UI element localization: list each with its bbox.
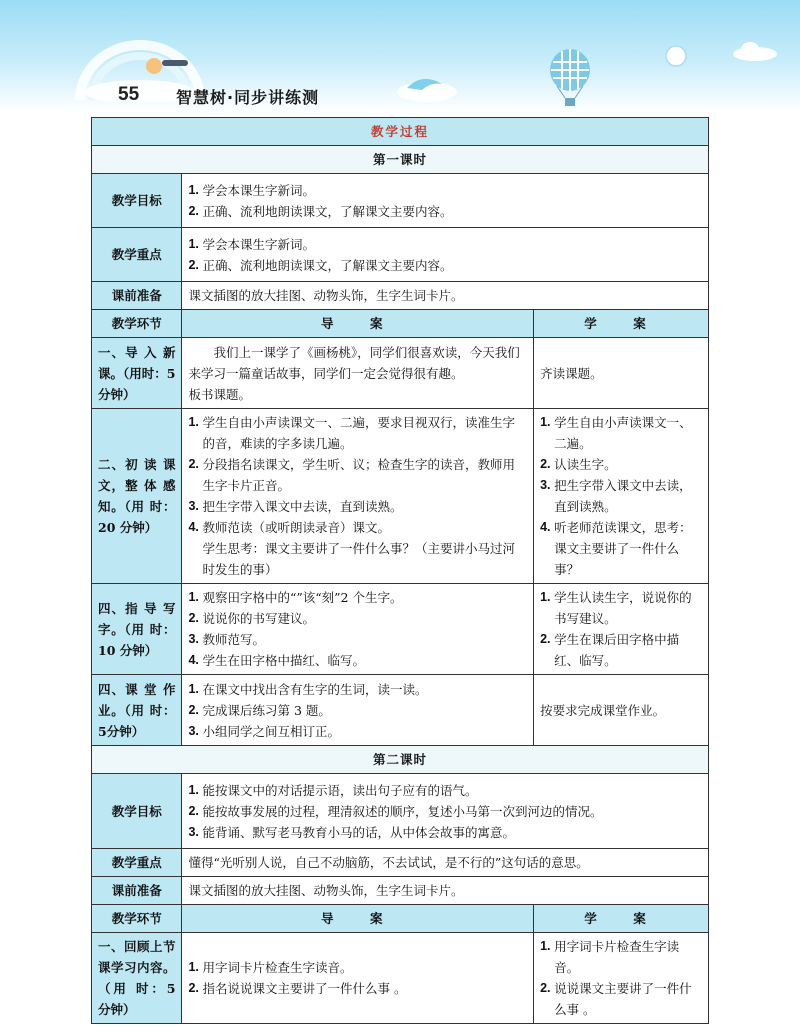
- lesson2-heading: 第二课时: [92, 746, 709, 774]
- list-item: 3. 把生字带入课文中去读，直到读熟。: [188, 499, 403, 514]
- list-item: 2. 说说你的书写建议。: [188, 611, 315, 626]
- study-cell: 按要求完成课堂作业。: [534, 675, 709, 746]
- stage-label: 一、导 入 新课。（用时：5分钟）: [92, 338, 182, 409]
- focus-label: 教学重点: [92, 228, 182, 282]
- focus-row: [92, 228, 709, 282]
- list-item: 2. 说说课文主要讲了一件什么事 。: [540, 981, 692, 1017]
- prep-row: [92, 282, 709, 310]
- list-item: 1. 用字词卡片检查生字读音。: [188, 960, 353, 975]
- goals-cell: [182, 774, 709, 849]
- list-item: 1. 能按课文中的对话提示语，读出句子应有的语气。: [188, 782, 478, 798]
- list-item: 1. 学生自由小声读课文一、二遍，要求目视双行，读准生字的音，难读的字多读几遍。: [188, 415, 515, 451]
- study-cell: 齐读课题。: [534, 338, 709, 409]
- lesson1-heading: 第一课时: [92, 146, 709, 174]
- table-title: 教学过程: [92, 118, 709, 146]
- sun-icon: [664, 44, 688, 68]
- prep-label: 课前准备: [92, 282, 182, 310]
- prep-text: 课文插图的放大挂图、动物头饰，生字生词卡片。: [182, 877, 709, 905]
- column-header-row: [92, 905, 709, 933]
- focus-row: [92, 849, 709, 877]
- goals-row: [92, 174, 709, 228]
- col-study-header: 学 案: [534, 905, 709, 933]
- list-item: 4. 教师范读（或听朗读录音）课文。: [188, 520, 390, 535]
- lesson-heading-row: [92, 146, 709, 174]
- list-item: 1. 用字词卡片检查生字读音。: [540, 939, 680, 975]
- stage-label: 四、课 堂 作业。（用 时：5分钟）: [92, 675, 182, 746]
- column-header-row: [92, 310, 709, 338]
- list-item: 2. 分段指名读课文，学生听、议；检查生字的读音，教师用生字卡片正音。: [188, 457, 515, 493]
- focus-text: 懂得“光听别人说，自己不动脑筋，不去试试，是不行的”这句话的意思。: [182, 849, 709, 877]
- focus-cell: [182, 228, 709, 282]
- prep-label: 课前准备: [92, 877, 182, 905]
- study-cell: [534, 584, 709, 675]
- hot-air-balloon-icon: [545, 48, 595, 110]
- list-item: 2. 完成课后练习第 3 题。: [188, 702, 331, 718]
- list-item: 1. 在课文中找出含有生字的生词，读一读。: [188, 681, 428, 697]
- study-cell: [534, 409, 709, 584]
- guide-cell: [182, 338, 534, 409]
- goals-label: 教学目标: [92, 174, 182, 228]
- list-item: 2. 正确、流利地朗读课文，了解课文主要内容。: [188, 203, 453, 219]
- guide-cell: [182, 584, 534, 675]
- stage-label: 二、初 读 课文，整 体 感知。（用 时：20 分钟）: [92, 409, 182, 584]
- table-row: [92, 338, 709, 409]
- study-cell: [534, 933, 709, 1024]
- list-item: 3. 把生字带入课文中去读，直到读熟。: [540, 478, 692, 514]
- list-item: 2. 能按故事发展的过程，理清叙述的顺序，复述小马第一次到河边的情况。: [188, 803, 603, 819]
- col-stage-header: 教学环节: [92, 310, 182, 338]
- lesson-heading-row: [92, 746, 709, 774]
- cloud-icon: [730, 40, 780, 62]
- table-row: [92, 409, 709, 584]
- list-item: 2. 认读生字。: [540, 457, 617, 472]
- list-item: 2. 指名说说课文主要讲了一件什么事 。: [188, 981, 407, 996]
- list-item: 1. 学生自由小声读课文一、二遍。: [540, 415, 692, 451]
- col-guide-header: 导 案: [182, 310, 534, 338]
- guide-cell: [182, 933, 534, 1024]
- stage-label: 四、指 导 写字。（用 时：10 分钟）: [92, 584, 182, 675]
- guide-extra: 学生思考：课文主要讲了一件什么事？（主要讲小马过河时发生的事）: [202, 541, 515, 577]
- guide-paragraph: 我们上一课学了《画杨桃》，同学们很喜欢读，今天我们来学习一篇童话故事，同学们一定会觉得很有趣。: [188, 344, 520, 381]
- col-study-header: 学 案: [534, 310, 709, 338]
- focus-label: 教学重点: [92, 849, 182, 877]
- table-title-row: [92, 118, 709, 146]
- list-item: 1. 学会本课生字新词。: [188, 182, 315, 198]
- list-item: 3. 教师范写。: [188, 632, 265, 647]
- prep-row: [92, 877, 709, 905]
- guide-cell: [182, 675, 534, 746]
- bird-cloud-illustration: [392, 70, 462, 106]
- list-item: 3. 小组同学之间互相订正。: [188, 723, 340, 739]
- list-item: 2. 正确、流利地朗读课文，了解课文主要内容。: [188, 257, 453, 273]
- guide-cell: [182, 409, 534, 584]
- stage-label: 一、回顾上节课学习内容。（用 时：5 分钟）: [92, 933, 182, 1024]
- page-number: 55: [118, 84, 140, 105]
- list-item: 1. 学生认读生字，说说你的书写建议。: [540, 590, 692, 626]
- prep-text: 课文插图的放大挂图、动物头饰，生字生词卡片。: [182, 282, 709, 310]
- list-item: 4. 听老师范读课文，思考：课文主要讲了一件什么事？: [540, 520, 692, 577]
- list-item: 1. 学会本课生字新词。: [188, 236, 315, 252]
- goals-cell: [182, 174, 709, 228]
- list-item: 3. 能背诵、默写老马教育小马的话，从中体会故事的寓意。: [188, 824, 515, 840]
- col-guide-header: 导 案: [182, 905, 534, 933]
- table-row: [92, 675, 709, 746]
- list-item: 1. 观察田字格中的“”该“刻”2 个生字。: [188, 590, 403, 605]
- lesson-plan-table: [91, 117, 709, 1024]
- col-stage-header: 教学环节: [92, 905, 182, 933]
- goals-label: 教学目标: [92, 774, 182, 849]
- table-row: [92, 933, 709, 1024]
- goals-row: [92, 774, 709, 849]
- table-row: [92, 584, 709, 675]
- list-item: 4. 学生在田字格中描红、临写。: [188, 653, 365, 668]
- book-title: 智慧树·同步讲练测: [176, 88, 320, 107]
- list-item: 2. 学生在课后田字格中描红、临写。: [540, 632, 680, 668]
- guide-note: 板书课题。: [188, 386, 251, 402]
